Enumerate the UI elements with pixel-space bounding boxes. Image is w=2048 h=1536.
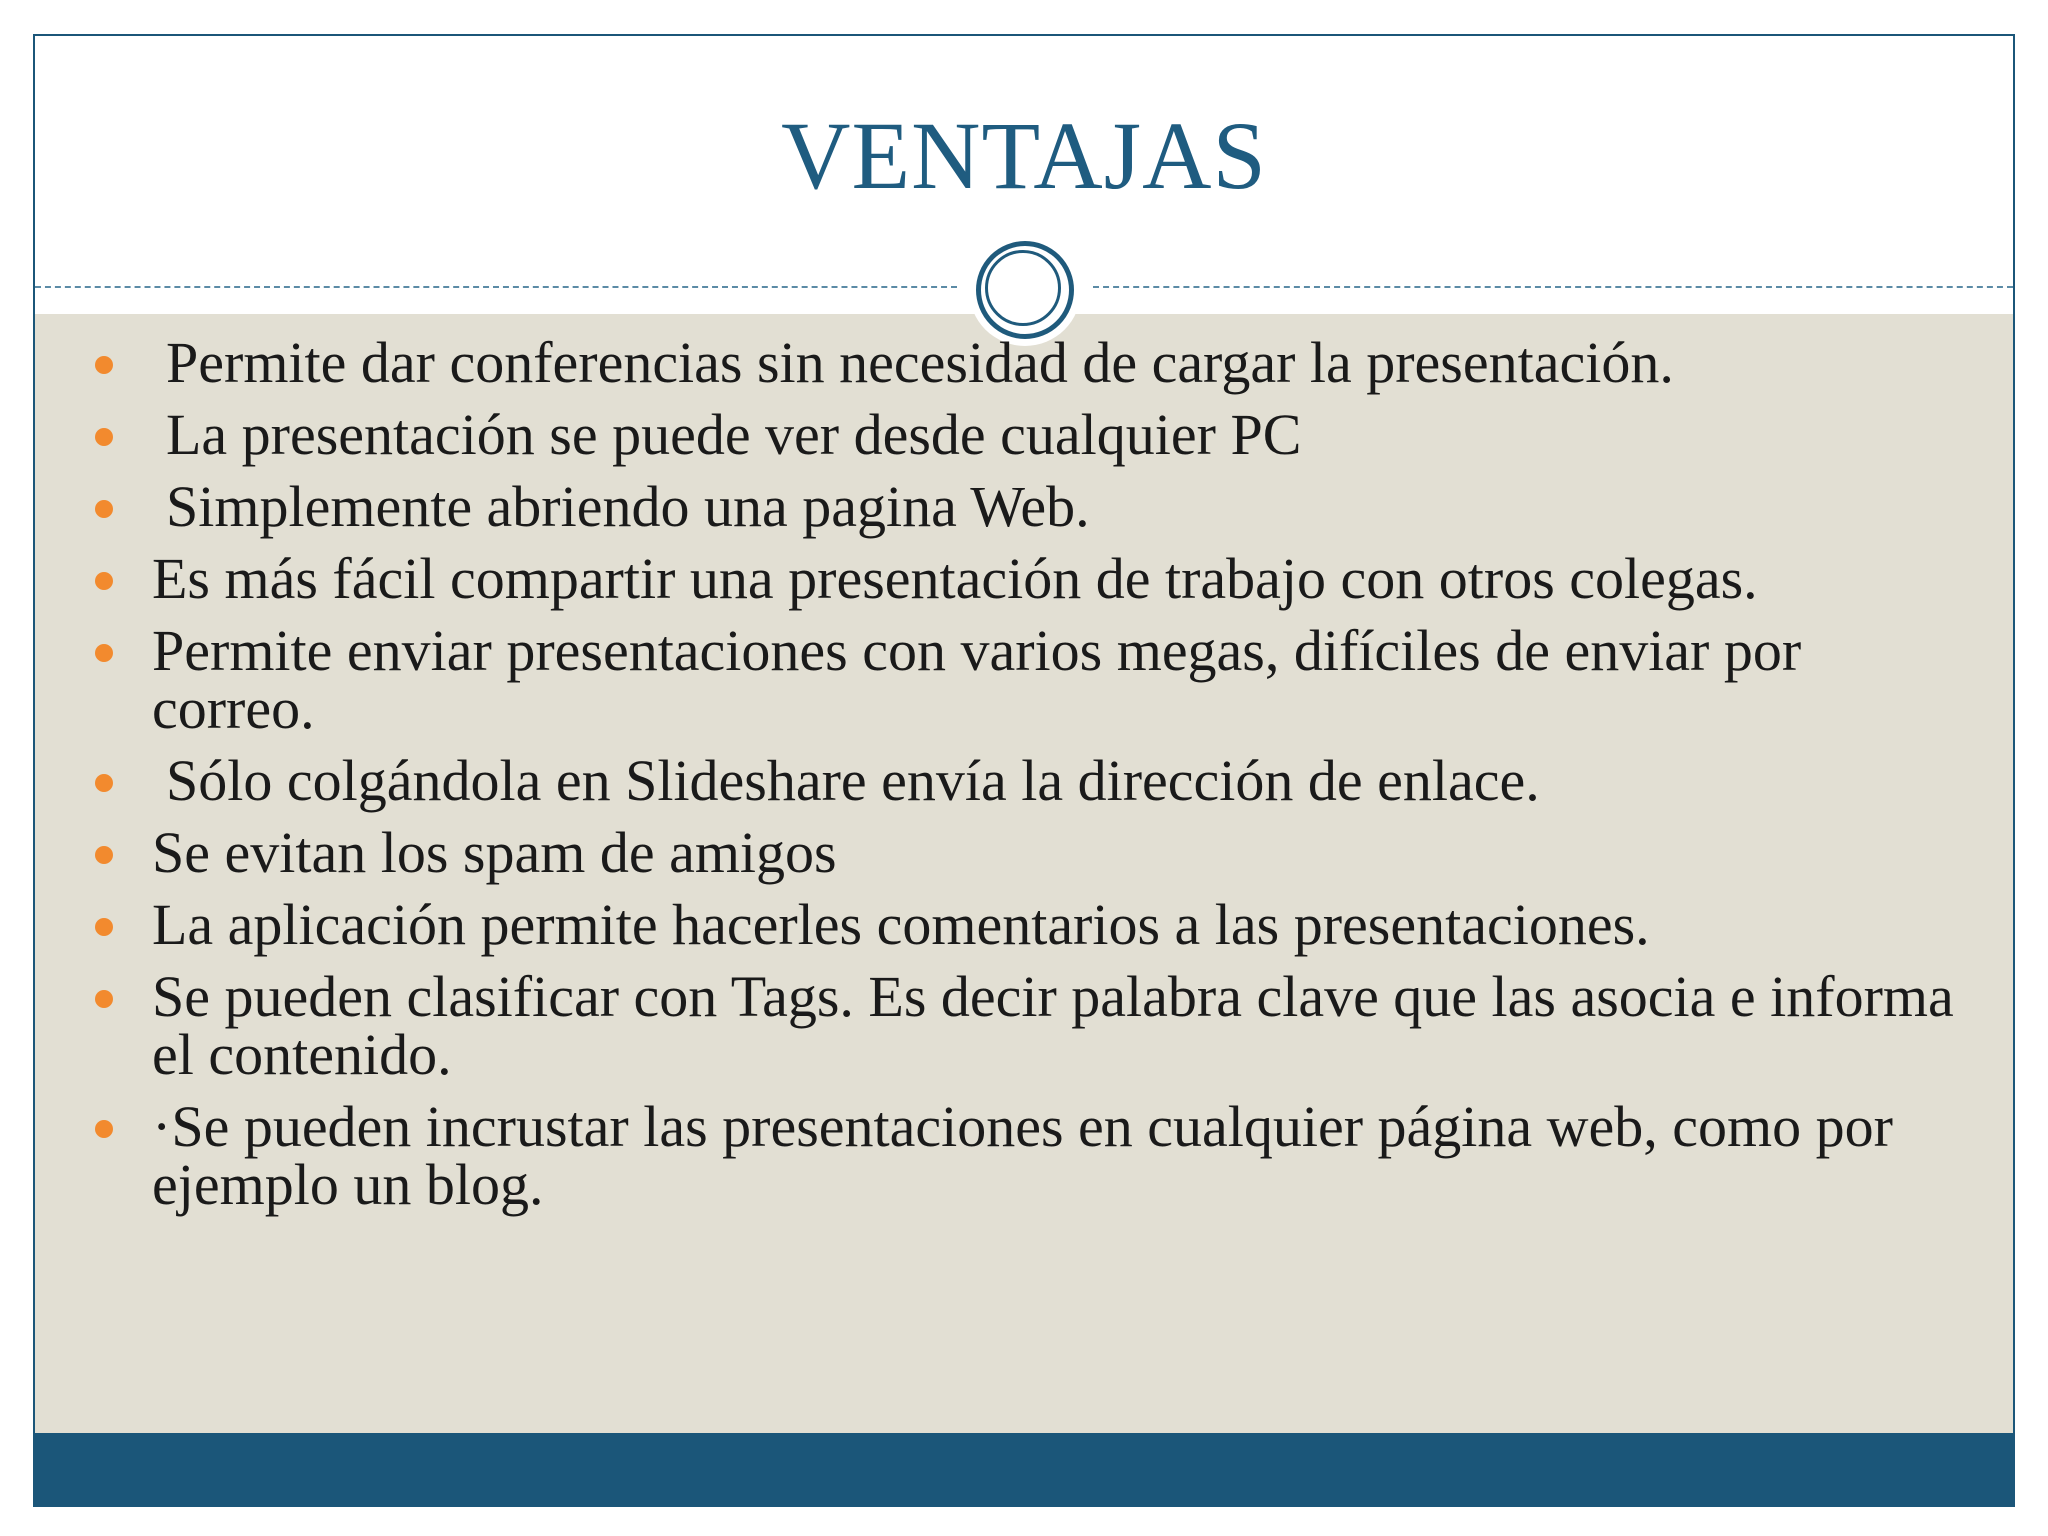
bullet-icon	[95, 990, 113, 1008]
bullet-item	[35, 330, 2015, 395]
bullet-icon	[95, 1120, 113, 1138]
bullet-icon	[95, 644, 113, 662]
bullet-item	[35, 748, 2015, 813]
bullet-icon	[95, 572, 113, 590]
bullet-icon	[95, 356, 113, 374]
bullet-icon	[95, 846, 113, 864]
bullet-text: La aplicación permite hacerles comentarios a las presentaciones.	[152, 892, 1650, 957]
title-divider-left	[35, 286, 957, 288]
bullet-text: ·Se pueden incrustar las presentaciones en cualquier página web, como por ejemplo un blog.	[152, 1094, 1893, 1217]
bullet-item	[35, 964, 2015, 1087]
bullet-item	[35, 402, 2015, 467]
bullet-text: Sólo colgándola en Slideshare envía la dirección de enlace.	[166, 748, 1540, 813]
bullet-text: Se evitan los spam de amigos	[152, 820, 837, 885]
bullet-icon	[95, 428, 113, 446]
bullet-text: Se pueden clasificar con Tags. Es decir palabra clave que las asocia e informa el contenido.	[152, 964, 1954, 1087]
title-divider-right	[1093, 286, 2013, 288]
bullet-item	[35, 474, 2015, 539]
bullet-item	[35, 1094, 2015, 1217]
bullet-text: Es más fácil compartir una presentación de trabajo con otros colegas.	[152, 546, 1758, 611]
bullet-icon	[95, 500, 113, 518]
bullet-item	[35, 892, 2015, 957]
bullet-text: Simplemente abriendo una pagina Web.	[166, 474, 1090, 539]
bullet-text: La presentación se puede ver desde cualquier PC	[166, 402, 1302, 467]
slide	[33, 34, 2015, 1507]
bullet-icon	[95, 774, 113, 792]
bullet-item	[35, 820, 2015, 885]
bullet-list	[35, 330, 2015, 1228]
slide-title: VENTAJAS	[781, 102, 1267, 209]
bullet-text: Permite dar conferencias sin necesidad de cargar la presentación.	[166, 330, 1674, 395]
footer-band	[35, 1433, 2013, 1505]
bullet-item	[35, 546, 2015, 611]
bullet-text: Permite enviar presentaciones con varios megas, difíciles de enviar por correo.	[152, 618, 1802, 741]
circle-ornament-inner	[976, 241, 1074, 339]
bullet-item	[35, 618, 2015, 741]
bullet-icon	[95, 918, 113, 936]
